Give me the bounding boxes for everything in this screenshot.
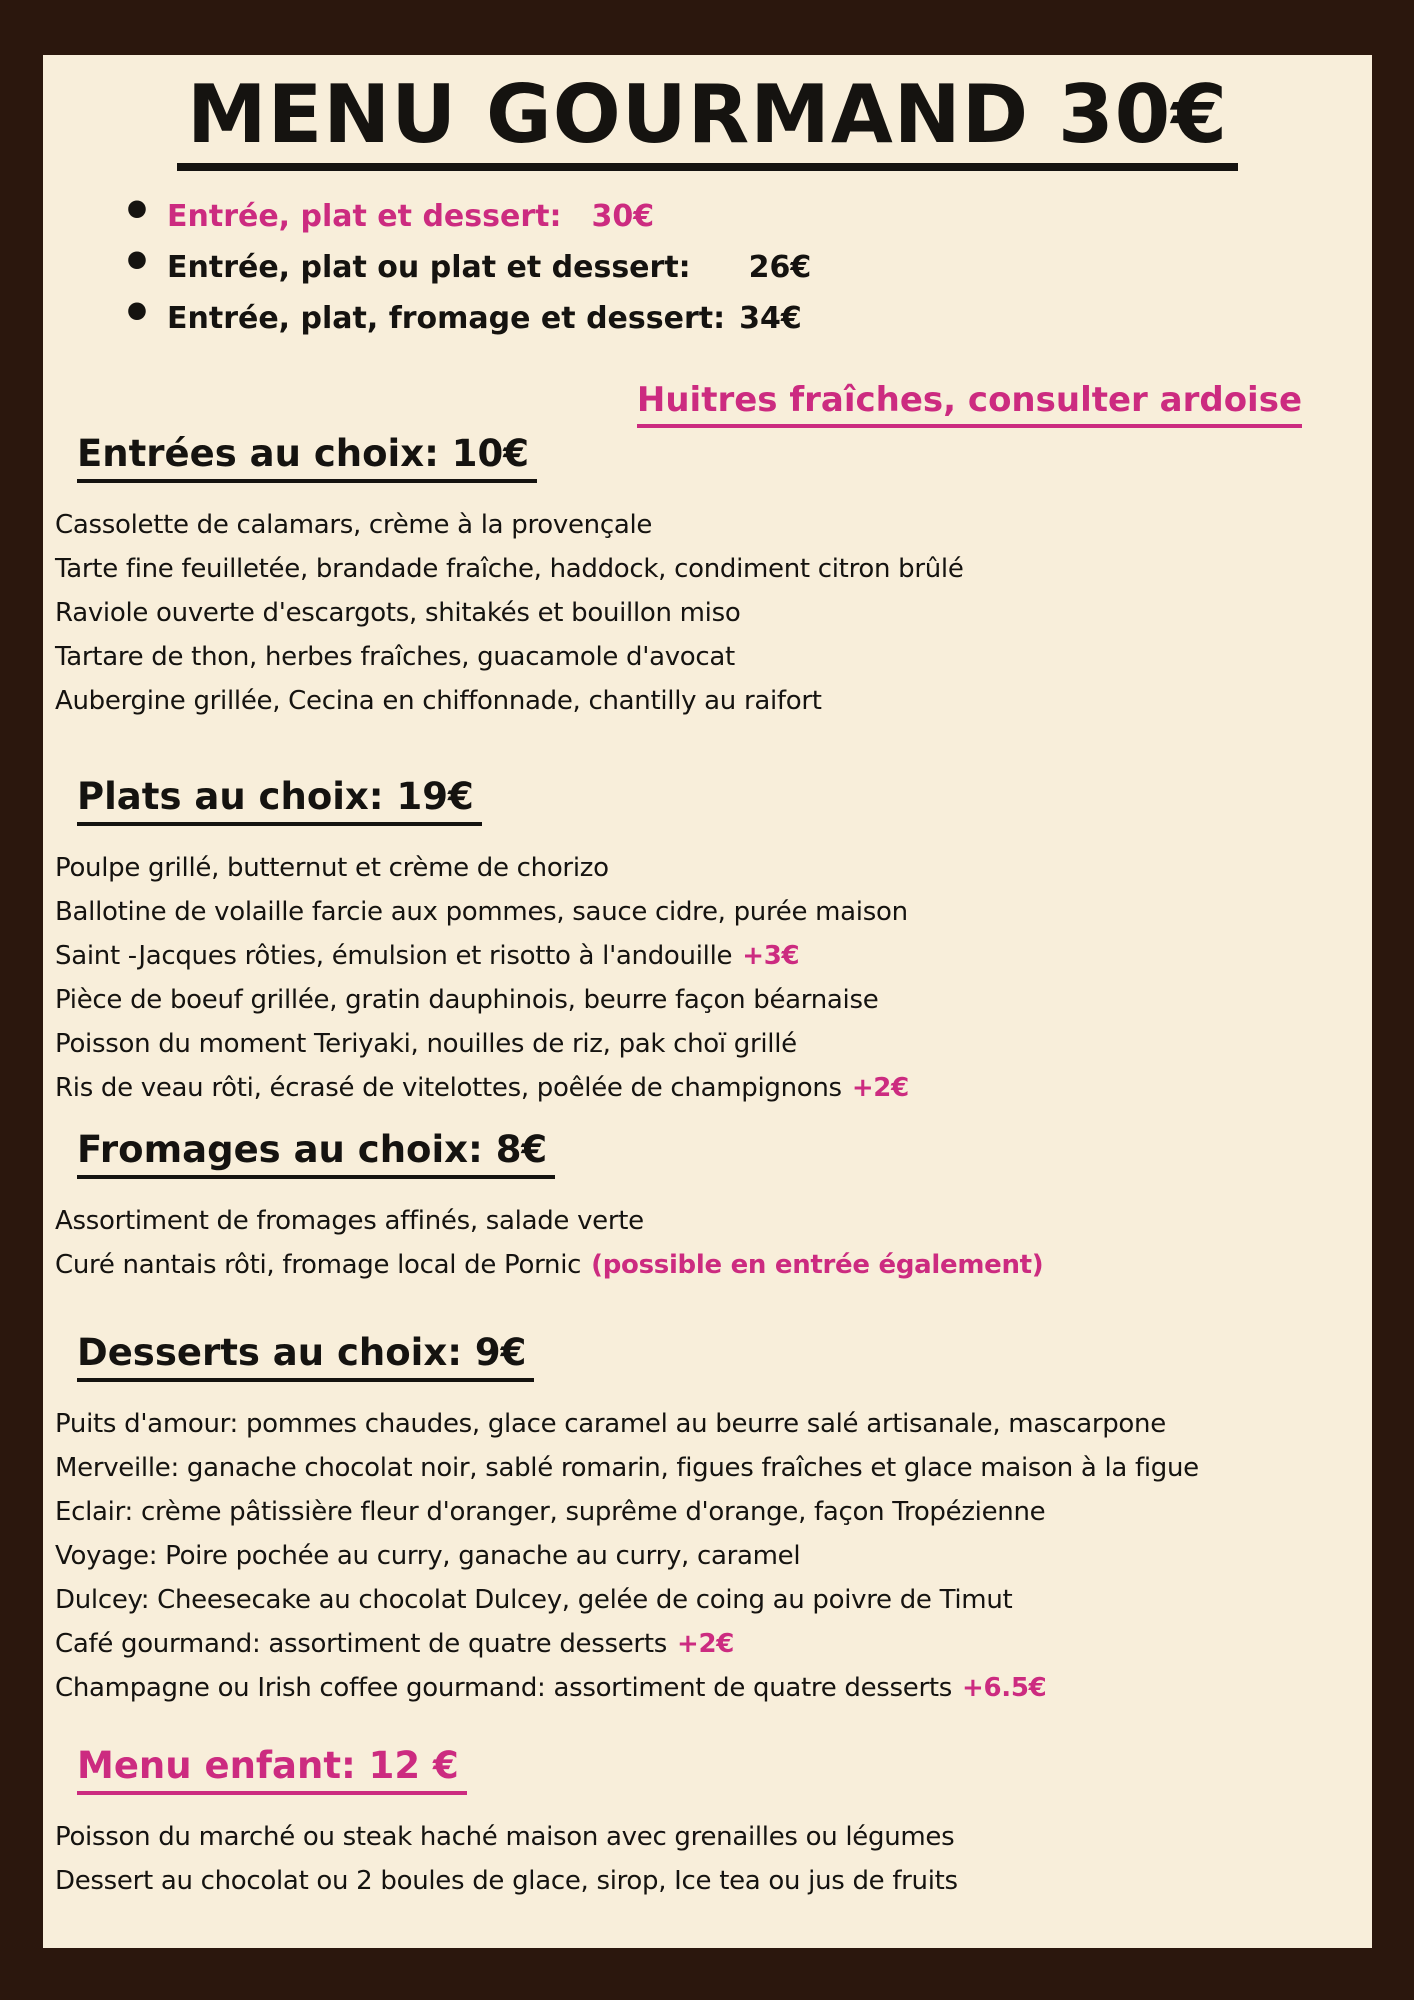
menu-item [55,846,1372,890]
section-items [55,846,1372,1110]
menu-section [43,432,1372,723]
menu-title: MENU GOURMAND 30€ [177,75,1238,171]
menu-item-text: Tarte fine feuilletée, brandade fraîche, haddock, condiment citron brûlé [55,554,964,584]
menu-item [55,679,1372,723]
section-heading-row [77,1744,1372,1795]
formula-price: 30€ [591,199,655,234]
oysters-notice-text: Huitres fraîches, consulter ardoise [637,380,1302,428]
section-items [55,503,1372,723]
menu-item-text: Dulcey: Cheesecake au chocolat Dulcey, gelée de coing au poivre de Timut [55,1585,1013,1615]
menu-item [55,978,1372,1022]
menu-section [43,1744,1372,1903]
menu-item [55,1578,1372,1622]
menu-item-text: Eclair: crème pâtissière fleur d'oranger, suprême d'orange, façon Tropézienne [55,1497,1046,1527]
menu-item-text: Tartare de thon, herbes fraîches, guacamole d'avocat [55,642,735,672]
formula-price: 34€ [739,301,802,336]
menu-item [55,1622,1372,1666]
menu-item [55,890,1372,934]
menu-item-text: Ballotine de volaille farcie aux pommes, sauce cidre, purée maison [55,897,908,927]
menu-item-text: Ris de veau rôti, écrasé de vitelottes, poêlée de champignons [55,1073,842,1103]
menu-item [55,1022,1372,1066]
menu-item-text: Curé nantais rôti, fromage local de Pornic [55,1250,582,1280]
menu-item [55,1490,1372,1534]
menu-section [43,1331,1372,1710]
section-heading: Entrées au choix: 10€ [77,432,537,483]
section-heading: Desserts au choix: 9€ [77,1331,534,1382]
menu-item-text: Merveille: ganache chocolat noir, sablé romarin, figues fraîches et glace maison à la figue [55,1453,1199,1483]
menu-sections [43,432,1372,1903]
menu-item-note: +2€ [851,1073,909,1103]
menu-item-note: +3€ [742,941,800,971]
menu-item [55,1859,1372,1903]
menu-item [55,1199,1372,1243]
section-heading-row [77,775,1372,826]
menu-card [43,55,1372,1948]
section-heading-row [77,1331,1372,1382]
formula-list [105,191,1372,344]
formula-item [105,242,1372,293]
menu-item [55,547,1372,591]
menu-item-text: Raviole ouverte d'escargots, shitakés et bouillon miso [55,598,741,628]
menu-item [55,1243,1372,1287]
menu-item [55,1815,1372,1859]
menu-item [55,934,1372,978]
formula-item [105,293,1372,344]
formula-label: Entrée, plat et dessert: [167,199,562,234]
formula-price: 26€ [748,250,812,285]
menu-item-text: Puits d'amour: pommes chaudes, glace caramel au beurre salé artisanale, mascarpone [55,1409,1166,1439]
formula-item [105,191,1372,242]
formula-label: Entrée, plat, fromage et dessert: [167,301,726,336]
menu-item [55,1534,1372,1578]
formula-label: Entrée, plat ou plat et dessert: [167,250,691,285]
menu-item-text: Saint -Jacques rôties, émulsion et risotto à l'andouille [55,941,733,971]
section-items [55,1402,1372,1710]
menu-item-text: Assortiment de fromages affinés, salade verte [55,1206,644,1236]
menu-item-text: Poulpe grillé, butternut et crème de chorizo [55,853,609,883]
menu-item [55,1066,1372,1110]
menu-item-note: +6.5€ [962,1673,1047,1703]
menu-item-note: (possible en entrée également) [591,1250,1044,1280]
menu-item [55,1446,1372,1490]
menu-item-text: Cassolette de calamars, crème à la provençale [55,510,653,540]
section-items [55,1199,1372,1287]
menu-section [43,1128,1372,1287]
menu-item-text: Café gourmand: assortiment de quatre desserts [55,1629,667,1659]
section-heading-row [77,1128,1372,1179]
oysters-notice [43,380,1372,420]
menu-item-text: Poisson du marché ou steak haché maison avec grenailles ou légumes [55,1822,955,1852]
menu-item [55,591,1372,635]
menu-item-note: +2€ [676,1629,735,1659]
menu-item [55,635,1372,679]
menu-item [55,1402,1372,1446]
menu-item-text: Pièce de boeuf grillée, gratin dauphinois, beurre façon béarnaise [55,985,879,1015]
menu-item [55,1666,1372,1710]
menu-section [43,775,1372,1110]
section-heading-row [77,432,1372,483]
menu-item [55,503,1372,547]
section-items [55,1815,1372,1903]
section-heading: Plats au choix: 19€ [77,775,482,826]
section-heading: Menu enfant: 12 € [77,1744,467,1795]
section-heading: Fromages au choix: 8€ [77,1128,555,1179]
menu-item-text: Poisson du moment Teriyaki, nouilles de riz, pak choï grillé [55,1029,797,1059]
title-row [43,68,1372,171]
menu-item-text: Champagne ou Irish coffee gourmand: assortiment de quatre desserts [55,1673,953,1703]
menu-item-text: Voyage: Poire pochée au curry, ganache au curry, caramel [55,1541,801,1571]
menu-item-text: Aubergine grillée, Cecina en chiffonnade, chantilly au raifort [55,686,822,716]
menu-item-text: Dessert au chocolat ou 2 boules de glace, sirop, Ice tea ou jus de fruits [55,1866,958,1896]
